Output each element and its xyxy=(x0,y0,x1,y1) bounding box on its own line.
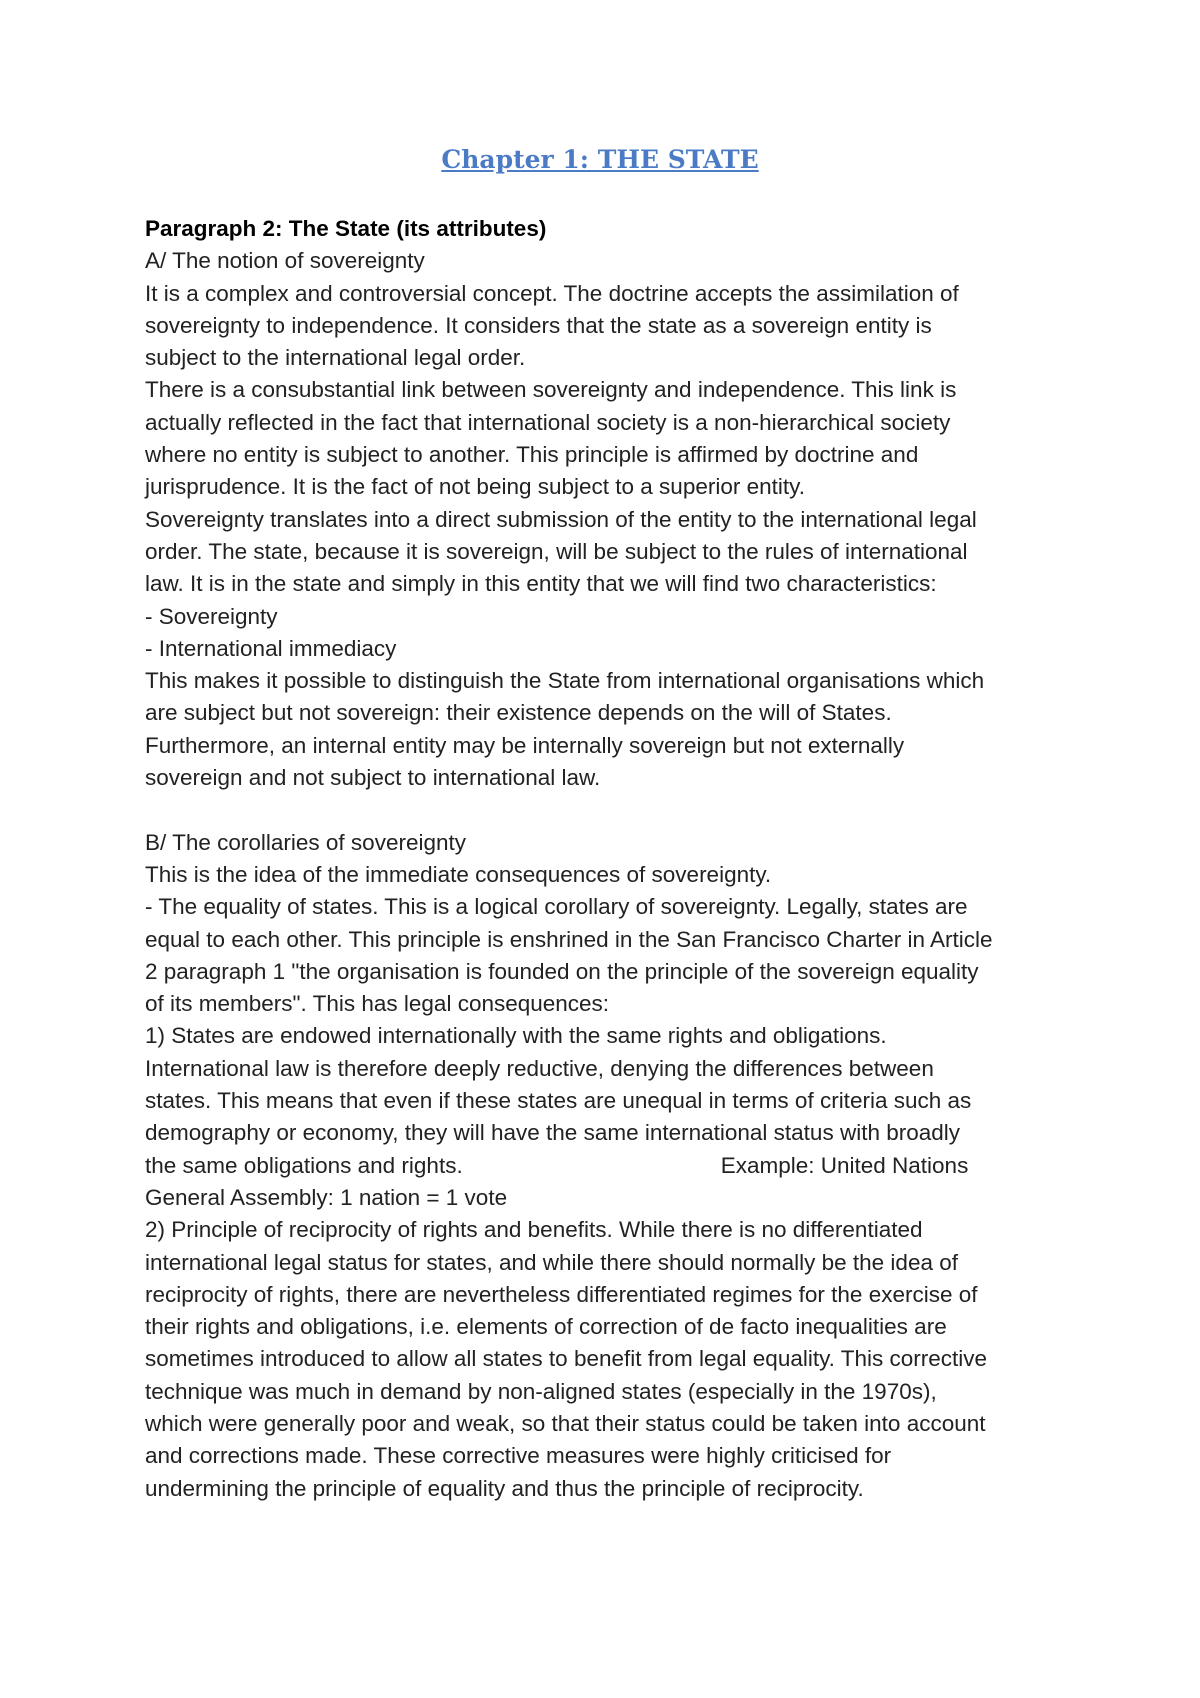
text-line: states. This means that even if these states are unequal in terms of criteria such as xyxy=(145,1088,972,1114)
text-line: sometimes introduced to allow all states to benefit from legal equality. This corrective xyxy=(145,1346,988,1372)
text-line: General Assembly: 1 nation = 1 vote xyxy=(145,1184,508,1210)
text-line: are subject but not sovereign: their existence depends on the will of States. xyxy=(145,700,892,726)
text-line: technique was much in demand by non-aligned states (especially in the 1970s), xyxy=(145,1378,937,1404)
text-line: and corrections made. These corrective measures were highly criticised for xyxy=(145,1443,892,1469)
text-line: of its members". This has legal consequences: xyxy=(145,991,610,1017)
text-line: Sovereignty translates into a direct submission of the entity to the international legal xyxy=(145,506,977,532)
section-b-title: B/ The corollaries of sovereignty xyxy=(145,829,466,855)
example-line-left: the same obligations and rights. xyxy=(145,1152,463,1178)
text-line: order. The state, because it is sovereign, will be subject to the rules of international xyxy=(145,538,968,564)
text-line: International law is therefore deeply reductive, denying the differences between xyxy=(145,1055,934,1081)
text-line: Furthermore, an internal entity may be internally sovereign but not externally xyxy=(145,732,905,758)
text-line: 2 paragraph 1 "the organisation is founded on the principle of the sovereign equality xyxy=(145,958,979,984)
list-item: - International immediacy xyxy=(145,635,397,661)
paragraph-heading: Paragraph 2: The State (its attributes) xyxy=(145,216,547,241)
text-line: undermining the principle of equality and thus the principle of reciprocity. xyxy=(145,1475,864,1501)
text-line: which were generally poor and weak, so that their status could be taken into account xyxy=(145,1410,986,1436)
text-line: where no entity is subject to another. This principle is affirmed by doctrine and xyxy=(145,442,919,468)
blank-line xyxy=(145,794,1095,826)
text-line: actually reflected in the fact that international society is a non-hierarchical society xyxy=(145,409,951,435)
text-line: There is a consubstantial link between sovereignty and independence. This link is xyxy=(145,377,957,403)
text-line: This makes it possible to distinguish the State from international organisations which xyxy=(145,668,985,694)
text-line: jurisprudence. It is the fact of not being subject to a superior entity. xyxy=(145,474,805,500)
text-line: demography or economy, they will have the same international status with broadly xyxy=(145,1120,961,1146)
text-line: 1) States are endowed internationally with the same rights and obligations. xyxy=(145,1023,887,1049)
text-line: 2) Principle of reciprocity of rights and benefits. While there is no differentiated xyxy=(145,1217,923,1243)
text-line: sovereign and not subject to international law. xyxy=(145,765,601,791)
chapter-title: Chapter 1: THE STATE xyxy=(441,145,759,174)
text-line: subject to the international legal order. xyxy=(145,345,526,371)
text-line: law. It is in the state and simply in this entity that we will find two characteristics: xyxy=(145,571,937,597)
text-line: It is a complex and controversial concept. The doctrine accepts the assimilation of xyxy=(145,280,959,306)
text-line: This is the idea of the immediate consequences of sovereignty. xyxy=(145,861,772,887)
text-line: sovereignty to independence. It considers that the state as a sovereign entity is xyxy=(145,312,932,338)
text-line: - The equality of states. This is a logical corollary of sovereignty. Legally, states are xyxy=(145,894,968,920)
example-line xyxy=(145,1150,1095,1182)
list-item: - Sovereignty xyxy=(145,603,278,629)
text-line: international legal status for states, and while there should normally be the idea of xyxy=(145,1249,958,1275)
section-a-title: A/ The notion of sovereignty xyxy=(145,248,425,274)
example-line-right: Example: United Nations xyxy=(720,1152,969,1178)
document-body xyxy=(145,213,1095,1505)
text-line: reciprocity of rights, there are nevertheless differentiated regimes for the exercise of xyxy=(145,1281,978,1307)
text-line: equal to each other. This principle is enshrined in the San Francisco Charter in Article xyxy=(145,926,993,952)
text-line: their rights and obligations, i.e. elements of correction of de facto inequalities are xyxy=(145,1314,947,1340)
